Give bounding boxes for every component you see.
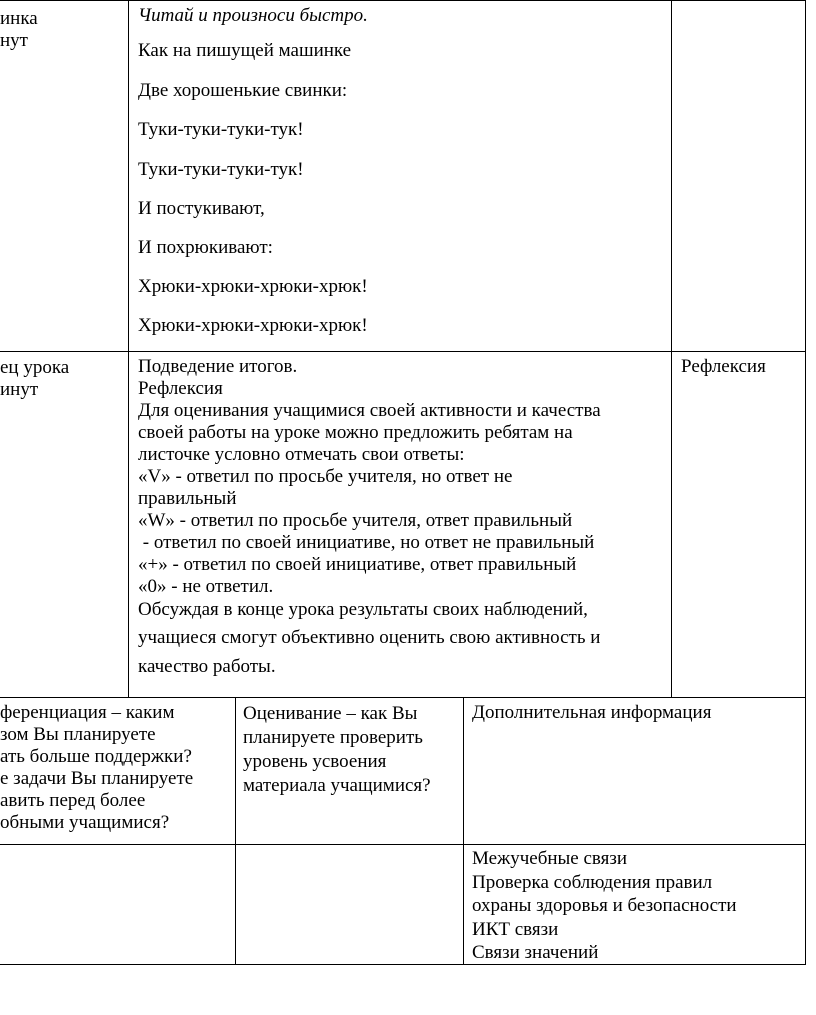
differentiation-header: [0, 702, 193, 834]
row2-left-line: ец урока: [0, 357, 70, 378]
row2-right-cell: Рефлексия: [681, 356, 766, 377]
closing-line: учащиеся смогут объективно оценить свою активность и: [138, 627, 601, 648]
differentiation-line: обными учащимися?: [0, 812, 170, 833]
reflection-line: «V» - ответил по просьбе учителя, но ответ не: [138, 466, 513, 487]
closing-line: Обсуждая в конце урока результаты своих наблюдений,: [138, 599, 588, 620]
additional-info-header: [472, 702, 711, 724]
assessment-line: материала учащимися?: [243, 775, 431, 796]
row1-left-cell: [0, 8, 38, 52]
table-top-border: [0, 0, 806, 1]
reflection-line: Для оценивания учащимися своей активности и качества: [138, 400, 601, 421]
reflection-text: [138, 356, 601, 598]
closing-line: качество работы.: [138, 656, 276, 677]
poem-line: Туки-туки-туки-тук!: [138, 119, 304, 140]
reflection-line: «+» - ответил по своей инициативе, ответ правильный: [138, 554, 577, 575]
poem-line: И похрюкивают:: [138, 237, 273, 258]
poem-line: Как на пишущей машинке: [138, 40, 352, 61]
row1-left-line: инка: [0, 8, 38, 29]
poem-line: Хрюки-хрюки-хрюки-хрюк!: [138, 315, 368, 336]
additional-info-item: Межучебные связи: [472, 848, 628, 869]
poem-line: И постукивают,: [138, 198, 265, 219]
assessment-line: уровень усвоения: [243, 751, 387, 772]
bottom-col-divider-1: [235, 697, 236, 965]
table-right-border: [805, 0, 806, 965]
additional-info-item: ИКТ связи: [472, 918, 559, 940]
row2-left-cell: [0, 357, 69, 401]
reflection-line: Подведение итогов.: [138, 356, 298, 377]
row-divider-2: [0, 697, 806, 698]
poem-line: Туки-туки-туки-тук!: [138, 159, 304, 180]
additional-info-cell: [472, 847, 737, 965]
additional-info-item: Связи значений: [472, 942, 599, 963]
additional-info-item: охраны здоровья и безопасности: [472, 895, 737, 916]
assessment-line: планируете проверить: [243, 727, 423, 748]
poem-line: Хрюки-хрюки-хрюки-хрюк!: [138, 276, 368, 297]
differentiation-line: ать больше поддержки?: [0, 746, 192, 767]
reflection-line: «W» - ответил по просьбе учителя, ответ правильный: [138, 510, 573, 531]
reflection-line: листочке условно отмечать свои ответы:: [138, 444, 465, 465]
row2-left-line: инут: [0, 379, 39, 400]
bottom-col-divider-2: [463, 697, 464, 965]
row-divider-1: [0, 351, 806, 352]
reflection-line: своей работы на уроке можно предложить ребятам на: [138, 422, 573, 443]
row1-left-line: нут: [0, 30, 28, 51]
reflection-line: - ответил по своей инициативе, но ответ не правильный: [138, 532, 595, 553]
col-divider-right: [671, 0, 672, 697]
assessment-line: Оценивание – как Вы: [243, 703, 418, 724]
row-divider-3: [0, 844, 806, 845]
reflection-line: правильный: [138, 488, 237, 509]
assessment-header: [243, 702, 431, 798]
col-divider-left: [128, 0, 129, 697]
differentiation-line: е задачи Вы планируете: [0, 768, 194, 789]
additional-info-line: Дополнительная информация: [472, 702, 712, 723]
differentiation-line: ференциация – каким: [0, 702, 175, 723]
poem-line: Две хорошенькие свинки:: [138, 80, 348, 101]
additional-info-item: Проверка соблюдения правил: [472, 871, 713, 893]
reflection-line: Рефлексия: [138, 378, 223, 399]
differentiation-line: авить перед более: [0, 790, 146, 811]
differentiation-line: зом Вы планируете: [0, 724, 156, 745]
poem-title: Читай и произноси быстро.: [138, 5, 368, 26]
reflection-line: «0» - не ответил.: [138, 576, 274, 597]
